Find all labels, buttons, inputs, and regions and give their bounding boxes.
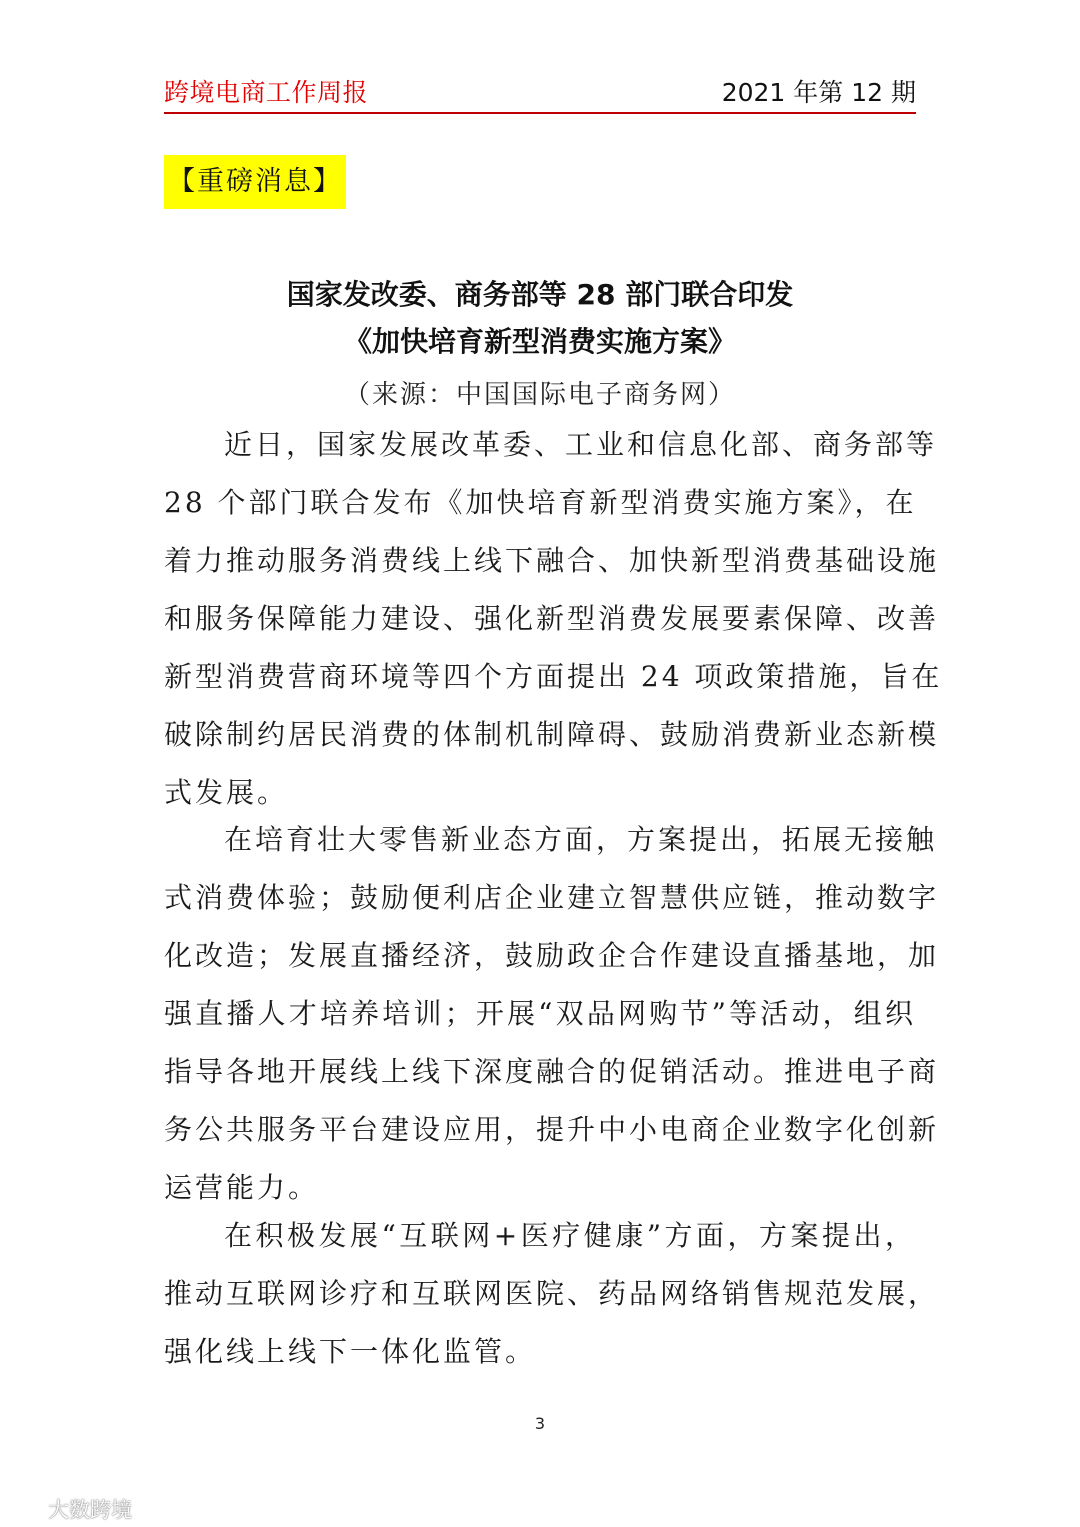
paragraph-line: 式消费体验；鼓励便利店企业建立智慧供应链，推动数字: [164, 881, 940, 914]
paragraph-line: 在培育壮大零售新业态方面，方案提出，拓展无接触: [224, 823, 938, 856]
paragraph-line: 新型消费营商环境等四个方面提出 24 项政策措施，旨在: [164, 660, 943, 693]
page-number: 3: [534, 1414, 546, 1433]
article-source: （来源：中国国际电子商务网）: [343, 380, 736, 410]
article-title-line-1: 国家发改委、商务部等 28 部门联合印发: [286, 278, 794, 311]
paragraph-line: 推动互联网诊疗和互联网医院、药品网络销售规范发展，: [164, 1277, 940, 1310]
paragraph-line: 着力推动服务消费线上线下融合、加快新型消费基础设施: [164, 544, 940, 577]
weibo-logo-icon: [8, 1498, 42, 1520]
paragraph-line: 近日，国家发展改革委、工业和信息化部、商务部等: [224, 428, 938, 461]
paragraph-3: [164, 1207, 940, 1381]
paragraph-line: 化改造；发展直播经济，鼓励政企合作建设直播基地，加: [164, 939, 940, 972]
paragraph-line: 在积极发展“互联网+医疗健康”方面，方案提出，: [224, 1219, 916, 1252]
article-title-line-2: 《加快培育新型消费实施方案》: [343, 325, 736, 358]
paragraph-1: [164, 416, 943, 822]
paragraph-line: 和服务保障能力建设、强化新型消费发展要素保障、改善: [164, 602, 940, 635]
paragraph-line: 28 个部门联合发布《加快培育新型消费实施方案》，在: [164, 486, 917, 519]
paragraph-2: [164, 811, 940, 1217]
newsletter-title: 跨境电商工作周报: [164, 78, 369, 107]
page-header: [164, 78, 916, 114]
paragraph-line: 运营能力。: [164, 1171, 320, 1204]
paragraph-line: 强直播人才培养培训；开展“双品网购节”等活动，组织: [164, 997, 916, 1030]
watermark: [8, 1496, 132, 1522]
section-tag: 【重磅消息】: [164, 155, 346, 209]
issue-number: 2021 年第 12 期: [721, 78, 916, 107]
watermark-text: 大数跨境: [48, 1498, 132, 1522]
paragraph-line: 破除制约居民消费的体制机制障碍、鼓励消费新业态新模: [164, 718, 940, 751]
paragraph-line: 务公共服务平台建设应用，提升中小电商企业数字化创新: [164, 1113, 940, 1146]
paragraph-line: 强化线上线下一体化监管。: [164, 1335, 537, 1368]
paragraph-line: 指导各地开展线上线下深度融合的促销活动。推进电子商: [164, 1055, 940, 1088]
paragraph-line: 式发展。: [164, 776, 289, 809]
